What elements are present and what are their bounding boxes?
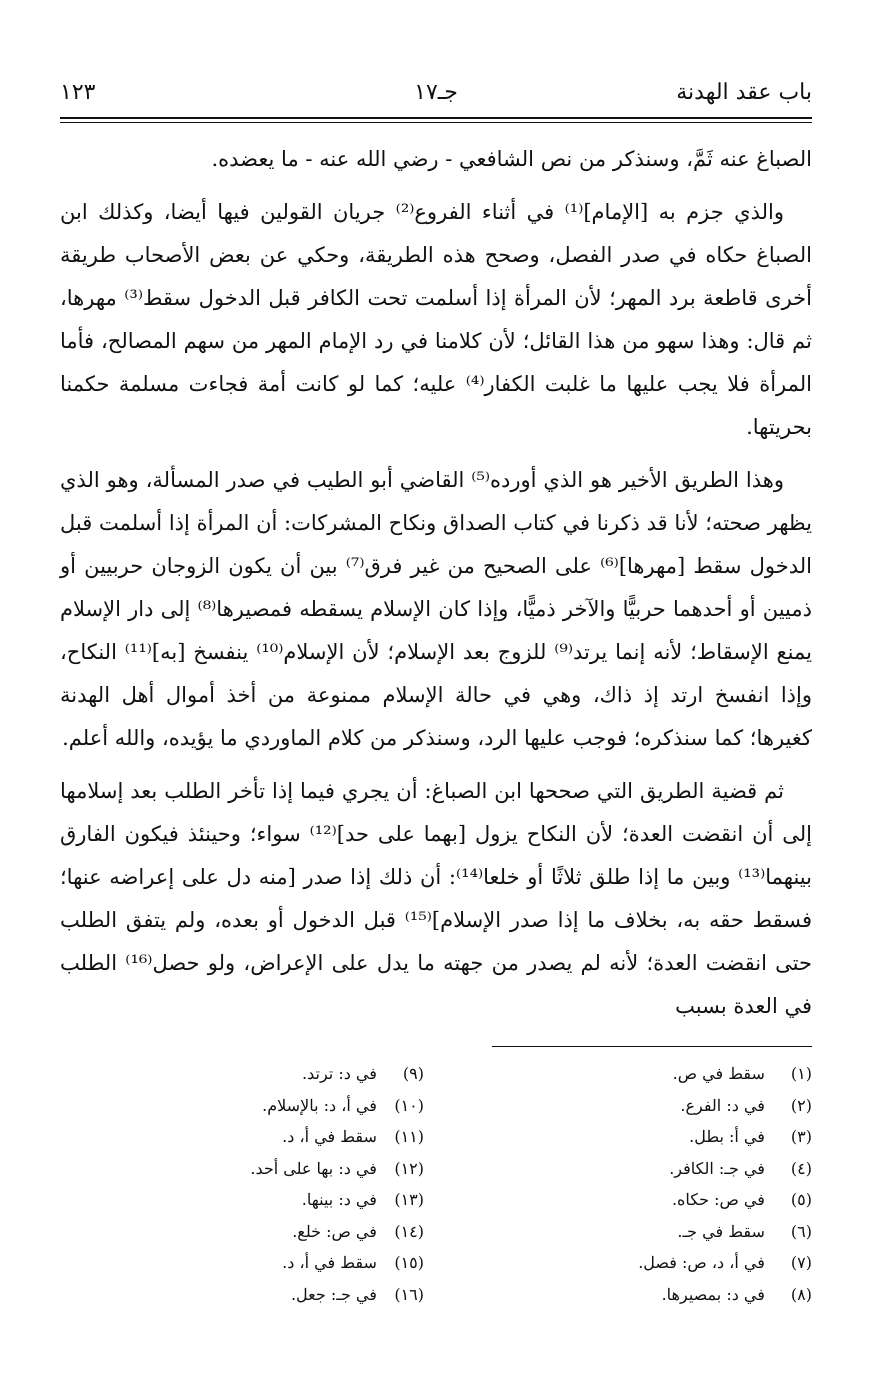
footnote-item [452, 1153, 812, 1185]
footnote-number: (١) [790, 1064, 812, 1083]
footnote-number: (١٠) [394, 1095, 424, 1115]
footnote-number: (١٦) [394, 1284, 424, 1304]
footnote-text: في جـ: الكافر. [669, 1158, 765, 1178]
footnote-item [452, 1279, 812, 1311]
footnote-item [64, 1216, 424, 1248]
main-text [60, 138, 812, 1038]
footnote-text: في ص: خلع. [292, 1221, 377, 1241]
header-rule-thin [60, 122, 812, 123]
footnote-text: في أ، د: بالإسلام. [262, 1095, 377, 1115]
footnote-item [64, 1090, 424, 1122]
footnotes-left-column [64, 1058, 424, 1310]
footnote-number: (٢) [790, 1095, 812, 1115]
footnote-text: سقط في أ، د. [282, 1127, 377, 1146]
footnote-number: (٨) [790, 1284, 812, 1304]
footnote-text: سقط في جـ. [677, 1221, 765, 1241]
footnote-text: في أ: بطل. [689, 1127, 765, 1146]
footnote-number: (٦) [790, 1221, 812, 1241]
footnote-item [64, 1184, 424, 1216]
footnote-number: (١٥) [394, 1253, 424, 1272]
footnote-number: (١١) [394, 1127, 424, 1146]
footnote-item [64, 1279, 424, 1311]
footnote-number: (٩) [402, 1064, 424, 1083]
page-header [60, 80, 812, 120]
footnote-text: سقط في أ، د. [282, 1253, 377, 1272]
footnote-item [64, 1058, 424, 1090]
footnote-text: في د: بمصيرها. [661, 1284, 765, 1304]
footnote-item [64, 1121, 424, 1153]
footnote-number: (١٤) [394, 1221, 424, 1241]
footnotes-right-column [452, 1058, 812, 1310]
footnote-number: (٣) [790, 1127, 812, 1146]
footnote-separator [492, 1046, 812, 1047]
footnote-text: في د: بها على أحد. [250, 1158, 377, 1178]
footnote-item [452, 1247, 812, 1279]
footnote-item [452, 1058, 812, 1090]
footnote-text: في أ، د، ص: فصل. [638, 1253, 765, 1272]
footnote-number: (٤) [790, 1158, 812, 1178]
footnote-text: في جـ: جعل. [290, 1284, 377, 1304]
footnote-number: (٧) [790, 1253, 812, 1272]
footnote-item [64, 1247, 424, 1279]
footnote-item [452, 1184, 812, 1216]
paragraph-3: وهذا الطريق الأخير هو الذي أورده⁽⁵⁾ القاضي أبو الطيب في صدر المسألة، وهو الذي يظهر صحته؛ لأنا قد ذكرنا في كتاب الصداق ونكاح المشركات: أن المرأة إذا أسلمت قبل الدخول سقط [مهرها]⁽⁶⁾ على الصحيح من غير فرق⁽⁷⁾ بين أن يكون الزوجان حربيين أو ذميين أو أحدهما حربيًّا والآخر ذميًّا، وإذا كان الإسلام يسقطه فمصيرها⁽⁸⁾ إلى دار الإسلام يمنع الإسقاط؛ لأنه إنما يرتد⁽⁹⁾ للزوج بعد الإسلام؛ لأن الإسلام⁽¹⁰⁾ ينفسخ [به]⁽¹¹⁾ النكاح، وإذا انفسخ ارتد إذ ذاك، وهي في حالة الإسلام ممنوعة من أخذ أموال أهل الهدنة كغيرها؛ كما سنذكره؛ فوجب عليها الرد، وسنذكر من كلام الماوردي ما يؤيده، والله أعلم. [60, 468, 813, 750]
footnote-item [452, 1121, 812, 1153]
footnote-text: في د: الفرع. [680, 1095, 765, 1115]
footnote-number: (١٣) [394, 1190, 424, 1209]
footnote-text: في د: بينها. [301, 1190, 377, 1209]
paragraph-4: ثم قضية الطريق التي صححها ابن الصباغ: أن يجري فيما إذا تأخر الطلب بعد إسلامها إلى أن انقضت العدة؛ لأن النكاح يزول [بهما على حد]⁽¹²⁾ سواء؛ وحينئذ فيكون الفارق بينهما⁽¹³⁾ وبين ما إذا طلق ثلاثًا أو خلعا⁽¹⁴⁾: أن ذلك إذا صدر [منه دل على إعراضه عنها؛ فسقط حقه به، بخلاف ما إذا صدر الإسلام]⁽¹⁵⁾ قبل الدخول أو بعده، ولم يتفق الطلب حتى انقضت العدة؛ لأنه لم يصدر من جهته ما يدل على الإعراض، ولو حصل⁽¹⁶⁾ الطلب في العدة بسبب [60, 779, 812, 1018]
footnote-number: (١٢) [394, 1158, 424, 1178]
footnote-text: في ص: حكاه. [671, 1190, 765, 1209]
paragraph-2: والذي جزم به [الإمام]⁽¹⁾ في أثناء الفروع⁽²⁾ جريان القولين فيها أيضا، وكذلك ابن الصباغ حكاه في صدر الفصل، وصحح هذه الطريقة، وحكي عن بعض الأصحاب طريقة أخرى قاطعة برد المهر؛ لأن المرأة إذا أسلمت تحت الكافر قبل الدخول سقط⁽³⁾ مهرها، ثم قال: وهذا سهو من هذا القائل؛ لأن كلامنا في رد الإمام المهر من سهم المصالح، فأما المرأة فلا يجب عليها ما غلبت الكفار⁽⁴⁾ عليه؛ كما لو كانت أمة فجاءت مسلمة حكمنا بحريتها. [60, 200, 812, 439]
footnote-item [64, 1153, 424, 1185]
footnote-item [452, 1090, 812, 1122]
footnote-text: في د: ترتد. [302, 1064, 377, 1083]
footnote-number: (٥) [790, 1190, 812, 1209]
footnote-item [452, 1216, 812, 1248]
page-number: ١٢٣ [60, 80, 96, 105]
volume-label: جـ١٧ [414, 80, 458, 105]
paragraph-1: الصباغ عنه ثَمَّ، وسنذكر من نص الشافعي - رضي الله عنه - ما يعضده. [211, 147, 812, 171]
footnote-text: سقط في ص. [672, 1064, 765, 1083]
chapter-title: باب عقد الهدنة [676, 80, 812, 105]
header-rule-thick [60, 117, 812, 119]
